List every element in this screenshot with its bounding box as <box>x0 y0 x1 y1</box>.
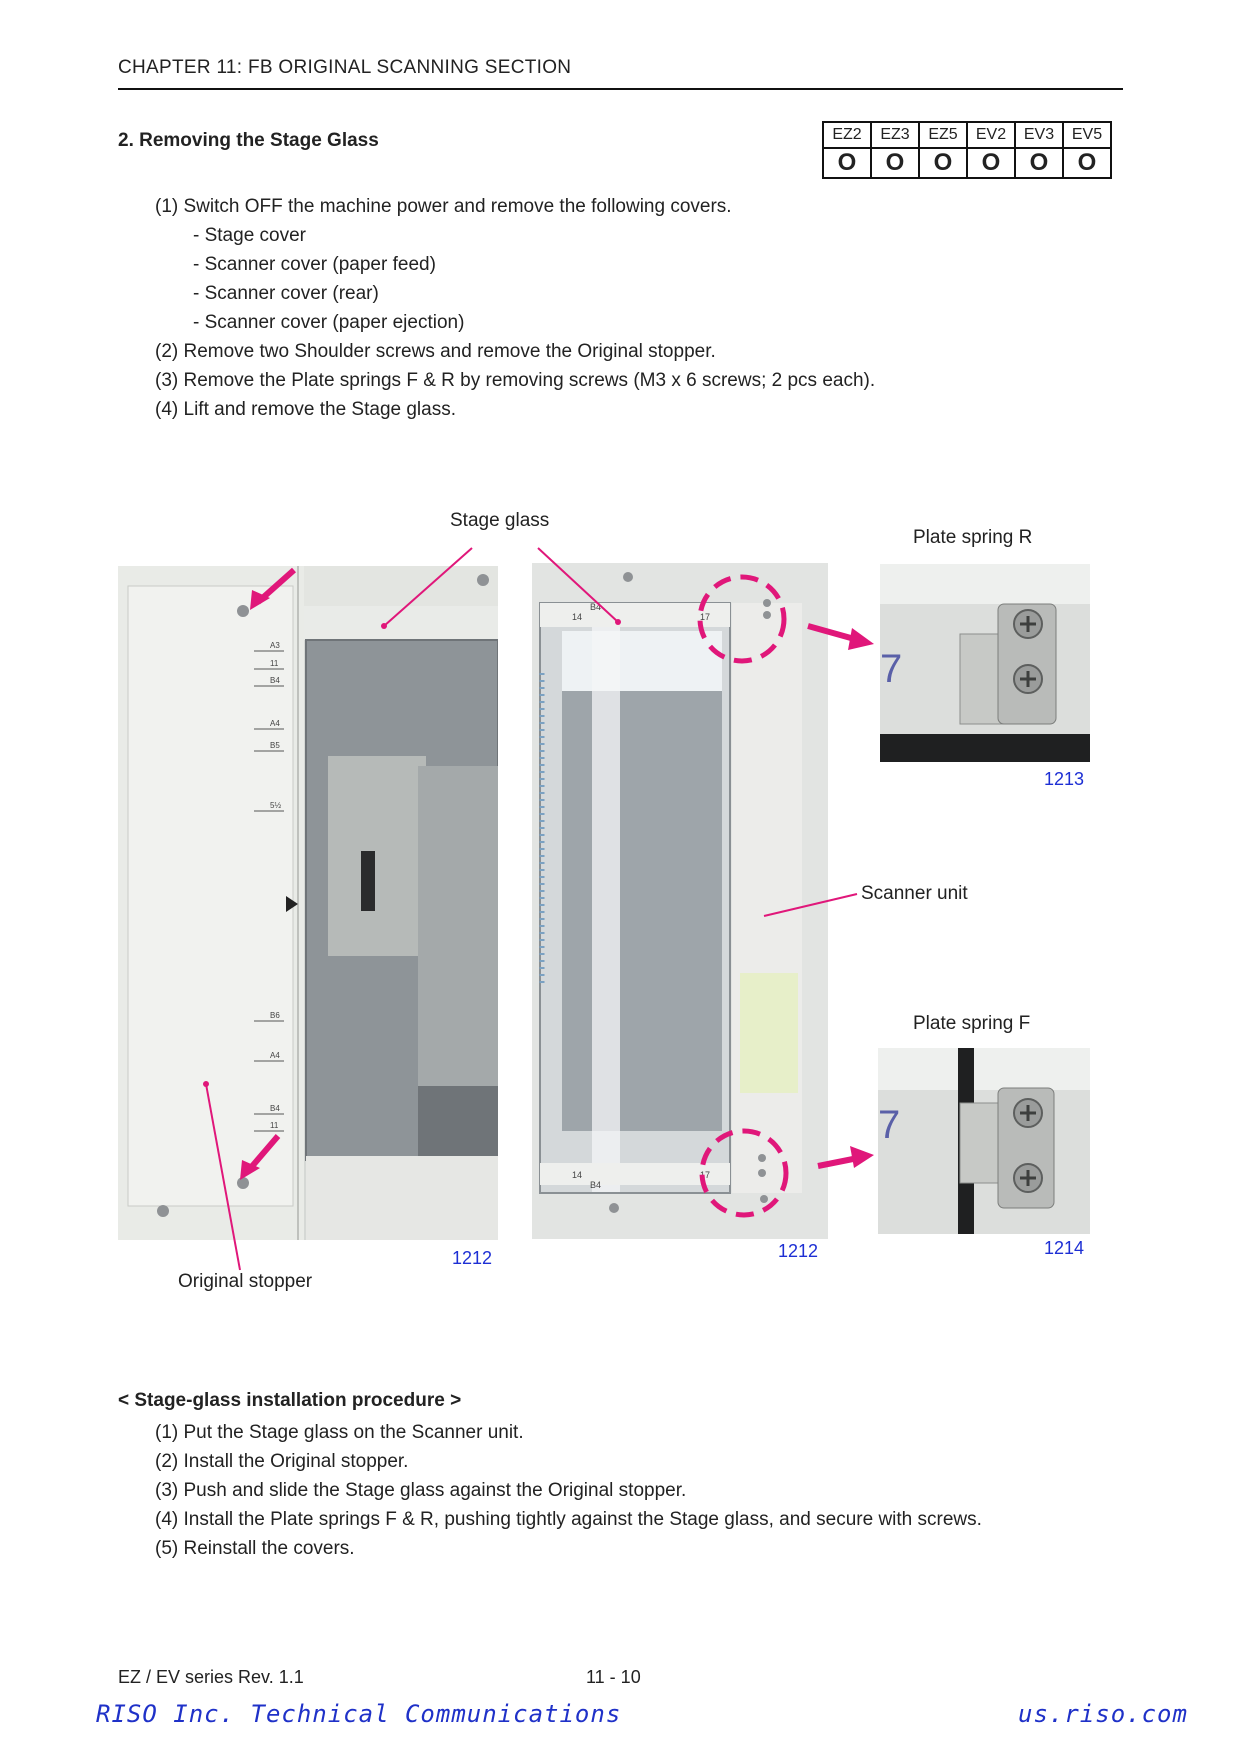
figure-number-left: 1212 <box>452 1248 493 1268</box>
figure-number-spring-r: 1213 <box>1044 769 1085 789</box>
footer-company: RISO Inc. Technical Communications <box>96 1700 622 1728</box>
step-subitem: - Scanner cover (rear) <box>193 283 379 304</box>
caption-plate-spring-r: Plate spring R <box>913 527 1033 548</box>
scale-mark: 11 <box>270 659 279 668</box>
chapter-header: CHAPTER 11: FB ORIGINAL SCANNING SECTION <box>118 57 572 78</box>
pink-arrow-to-spring-r <box>808 626 874 650</box>
page-number: 11 - 10 <box>586 1667 641 1687</box>
mark-cell: O <box>1063 148 1111 178</box>
spring-digit: 7 <box>878 1103 901 1147</box>
leader-stage-glass-left <box>384 548 472 626</box>
leader-original-stopper <box>206 1084 240 1270</box>
footer-url: us.riso.com <box>1018 1700 1188 1728</box>
scale-mark: A3 <box>270 641 280 650</box>
figure-number-center: 1212 <box>778 1241 819 1261</box>
model-cell: EZ3 <box>871 122 919 148</box>
scale-mark: B4 <box>270 676 280 685</box>
scale-mark: B4 <box>270 1104 280 1113</box>
scale-mark: A4 <box>270 1051 280 1060</box>
model-cell: EV5 <box>1063 122 1111 148</box>
install-step: (5) Reinstall the covers. <box>155 1538 355 1559</box>
footer-series: EZ / EV series Rev. 1.1 <box>118 1667 304 1687</box>
figure-number-spring-f: 1214 <box>1044 1238 1085 1258</box>
scale-mark: 11 <box>270 1121 279 1130</box>
glass-mark-bottom: 14 <box>572 1170 583 1180</box>
section-title: 2. Removing the Stage Glass <box>118 130 379 151</box>
model-cell: EZ2 <box>823 122 871 148</box>
scale-mark: B6 <box>270 1011 280 1020</box>
glass-mark-bottom: B4 <box>590 1180 602 1190</box>
mark-cell: O <box>967 148 1015 178</box>
glass-mark-top: 17 <box>700 612 711 622</box>
spring-digit: 7 <box>880 647 903 691</box>
model-cell: EV2 <box>967 122 1015 148</box>
caption-stage-glass: Stage glass <box>450 510 550 531</box>
scale-mark: B5 <box>270 741 280 750</box>
caption-plate-spring-f: Plate spring F <box>913 1013 1031 1034</box>
step-item: (4) Lift and remove the Stage glass. <box>155 399 456 420</box>
mark-cell: O <box>919 148 967 178</box>
mark-cell: O <box>871 148 919 178</box>
install-step: (1) Put the Stage glass on the Scanner unit. <box>155 1422 524 1443</box>
installation-steps <box>155 1418 982 1563</box>
caption-original-stopper: Original stopper <box>178 1271 313 1292</box>
step-item: (3) Remove the Plate springs F & R by removing screws (M3 x 6 screws; 2 pcs each). <box>155 370 876 391</box>
mark-cell: O <box>1015 148 1063 178</box>
step-item: (2) Remove two Shoulder screws and remove the Original stopper. <box>155 341 716 362</box>
glass-mark-top: 14 <box>572 612 583 622</box>
step-subitem: - Scanner cover (paper feed) <box>193 254 436 275</box>
glass-mark-top: B4 <box>590 602 602 612</box>
leader-stage-glass-right <box>538 548 618 622</box>
install-step: (4) Install the Plate springs F & R, pushing tightly against the Stage glass, and secure with screws. <box>155 1509 982 1530</box>
model-cell: EZ5 <box>919 122 967 148</box>
pink-arrow-to-spring-f <box>818 1146 874 1168</box>
leader-scanner-unit <box>764 894 857 916</box>
step-subitem: - Scanner cover (paper ejection) <box>193 312 465 333</box>
mark-cell: O <box>823 148 871 178</box>
step-subitem: - Stage cover <box>193 225 306 246</box>
installation-title: < Stage-glass installation procedure > <box>118 1390 462 1411</box>
scale-mark: A4 <box>270 719 280 728</box>
install-step: (2) Install the Original stopper. <box>155 1451 409 1472</box>
glass-mark-bottom: 17 <box>700 1170 711 1180</box>
caption-scanner-unit: Scanner unit <box>861 883 968 904</box>
scale-mark: 5½ <box>270 801 282 810</box>
install-step: (3) Push and slide the Stage glass against the Original stopper. <box>155 1480 687 1501</box>
model-cell: EV3 <box>1015 122 1063 148</box>
step-item: (1) Switch OFF the machine power and remove the following covers. <box>155 196 732 217</box>
